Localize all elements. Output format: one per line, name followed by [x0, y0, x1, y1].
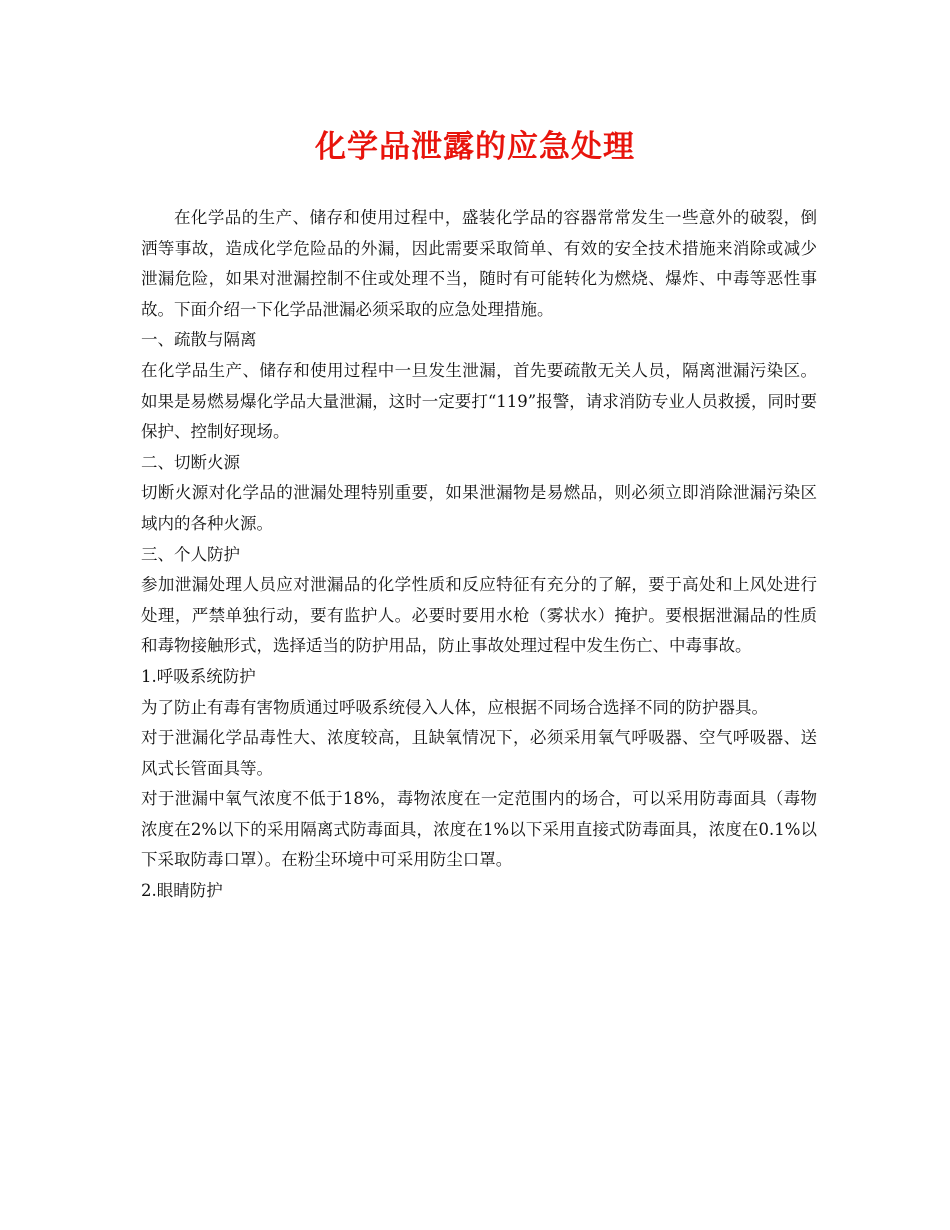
- evacuation-paragraph: 在化学品生产、储存和使用过程中一旦发生泄漏，首先要疏散无关人员，隔离泄漏污染区。如果是易燃易爆化学品大量泄漏，这时一定要打“119”报警，请求消防专业人员救援，同时要保护、控制好现场。: [141, 360, 817, 442]
- ignition-paragraph: 切断火源对化学品的泄漏处理特别重要，如果泄漏物是易燃品，则必须立即消除泄漏污染区域内的各种火源。: [141, 483, 817, 533]
- respiratory-paragraph-1: 为了防止有毒有害物质通过呼吸系统侵入人体，应根据不同场合选择不同的防护器具。: [141, 697, 768, 717]
- personal-protection-paragraph: 参加泄漏处理人员应对泄漏品的化学性质和反应特征有充分的了解，要于高处和上风处进行处理，严禁单独行动，要有监护人。必要时要用水枪（雾状水）掩护。要根据泄漏品的性质和毒物接触形式，选择适当的防护用品，防止事故处理过程中发生伤亡、中毒事故。: [141, 575, 817, 656]
- section-heading-personal-protection: 三、个人防护: [141, 544, 240, 564]
- intro-paragraph: 在化学品的生产、储存和使用过程中，盛装化学品的容器常常发生一些意外的破裂，倒洒等事故，造成化学危险品的外漏，因此需要采取简单、有效的安全技术措施来消除或减少泄漏危险，如果对泄漏控制不住或处理不当，随时有可能转化为燃烧、爆炸、中毒等恶性事故。下面介绍一下化学品泄漏必须采取的应急处理措施。: [141, 208, 817, 319]
- respiratory-paragraph-3: 对于泄漏中氧气浓度不低于18%，毒物浓度在一定范围内的场合，可以采用防毒面具（毒物浓度在2%以下的采用隔离式防毒面具，浓度在1%以下采用直接式防毒面具，浓度在0.1%以下采取防毒口罩）。在粉尘环境中可采用防尘口罩。: [141, 789, 817, 870]
- subheading-eye: 2.眼睛防护: [141, 881, 223, 901]
- document-body: [141, 203, 817, 907]
- section-heading-evacuation: 一、疏散与隔离: [141, 330, 257, 350]
- subheading-respiratory: 1.呼吸系统防护: [141, 666, 256, 686]
- respiratory-paragraph-2: 对于泄漏化学品毒性大、浓度较高，且缺氧情况下，必须采用氧气呼吸器、空气呼吸器、送风式长管面具等。: [141, 728, 817, 778]
- section-heading-ignition: 二、切断火源: [141, 452, 240, 472]
- document-title: 化学品泄露的应急处理: [315, 129, 635, 165]
